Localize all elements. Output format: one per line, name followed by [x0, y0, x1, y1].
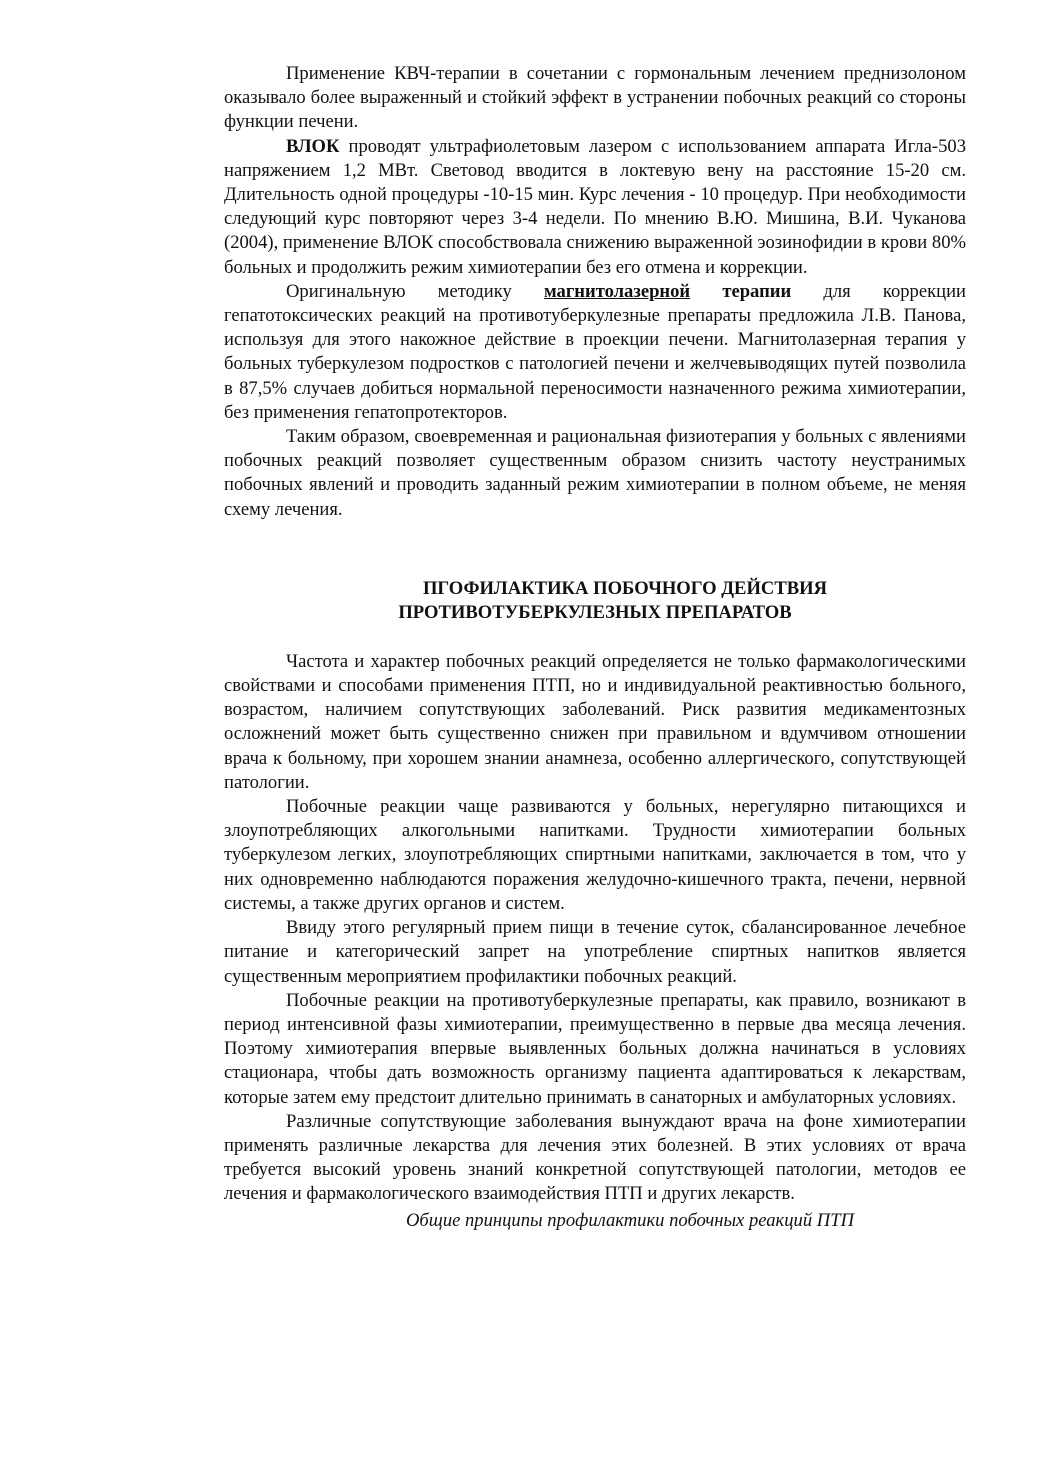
paragraph-comorbidities: Различные сопутствующие заболевания вынуждают врача на фоне химиотерапии применять различные лекарства для лечения этих болезней. В этих условиях от врача требуется высокий уровень знаний конкретной сопутствующей патологии, методов ее лечения и фармакологического взаимодействия ПТП и других лекарств.: [224, 1110, 966, 1205]
paragraph-conclusion: Таким образом, своевременная и рациональная физиотерапия у больных с явлениями побочных реакций позволяет существенным образом снизить частоту неустранимых побочных явлений и проводить заданный режим химиотерапии в полном объеме, не меняя схему лечения.: [224, 426, 966, 520]
paragraph-magnetolaser: [224, 280, 966, 425]
paragraph-kvch: Применение КВЧ-терапии в сочетании с гормональным лечением преднизолоном оказывало более выраженный и стойкий эффект в устранении побочных реакций со стороны функции печени.: [224, 63, 966, 133]
paragraph-intensive-phase: Побочные реакции на противотуберкулезные препараты, как правило, возникают в период интенсивной фазы химиотерапии, преимущественно в первые два месяца лечения. Поэтому химиотерапия впервые выявленных больных должна начинаться в условиях стационара, чтобы дать возможность организму пациента адаптироваться к лекарствам, которые затем ему предстоит длительно принимать в санаторных и амбулаторных условиях.: [224, 989, 966, 1108]
subsection-title: Общие принципы профилактики побочных реакций ПТП: [406, 1209, 854, 1231]
term-magnetolaser: магнитолазерной: [543, 280, 691, 302]
prevention-section: [224, 650, 966, 1207]
term-vlok: ВЛОК: [286, 135, 340, 157]
paragraph-magnetolaser-lead: Оригинальную методику: [286, 280, 544, 302]
paragraph-vlok-text: проводят ультрафиолетовым лазером с использованием аппарата Игла-503 напряжением 1,2 МВт. Световод вводится в локтевую вену на расстояние 15-20 см. Длительность одной процедуры -10-15 мин. Курс лечения - 10 процедур. При необходимости следующий курс повторяют через 3-4 недели. По мнению В.Ю. Мишина, В.И. Чуканова (2004), применение ВЛОК способствовала снижению выраженной эозинофидии в крови 80% больных и продолжить режим химиотерапии без его отмена и коррекции.: [224, 135, 966, 278]
document-page: [224, 62, 966, 1233]
paragraph-nutrition: Ввиду этого регулярный прием пищи в течение суток, сбалансированное лечебное питание и категорический запрет на употребление спиртных напитков является существенным мероприятием профилактики побочных реакций.: [224, 917, 966, 987]
paragraph-vlok: [224, 135, 966, 280]
paragraph-magnetolaser-text: для коррекции гепатотоксических реакций на противотуберкулезные препараты предложила Л.В. Панова, используя для этого накожное действие в проекции печени. Магнитолазерная терапия у больных туберкулезом подростков с патологией печени и желчевыводящих путей позволила в 87,5% случаев добиться нормальной переносимости назначенного режима химиотерапии, без применения гепатопротекторов.: [224, 280, 966, 423]
paragraph-frequency: Частота и характер побочных реакций определяется не только фармакологическими свойствами и способами применения ПТП, но и индивидуальной реактивностью больного, возрастом, наличием сопутствующих заболеваний. Риск развития медикаментозных осложнений может быть существенно снижен при правильном и вдумчивом отношении врача к больному, при хорошем знании анамнеза, особенно аллергического, сопутствующей патологии.: [224, 650, 966, 793]
section-heading-line-1: ПГОФИЛАКТИКА ПОБОЧНОГО ДЕЙСТВИЯ: [422, 577, 828, 599]
term-therapy: терапии: [690, 280, 792, 302]
section-heading: [224, 577, 966, 626]
paragraph-alcohol: Побочные реакции чаще развиваются у больных, нерегулярно питающихся и злоупотребляющих алкогольными напитками. Трудности химиотерапии больных туберкулезом легких, злоупотребляющих спиртными напитками, заключается в том, что у них одновременно наблюдаются поражения желудочно-кишечного тракта, печени, нервной системы, а также других органов и систем.: [224, 796, 966, 914]
section-heading-line-2: ПРОТИВОТУБЕРКУЛЕЗНЫХ ПРЕПАРАТОВ: [398, 602, 792, 624]
